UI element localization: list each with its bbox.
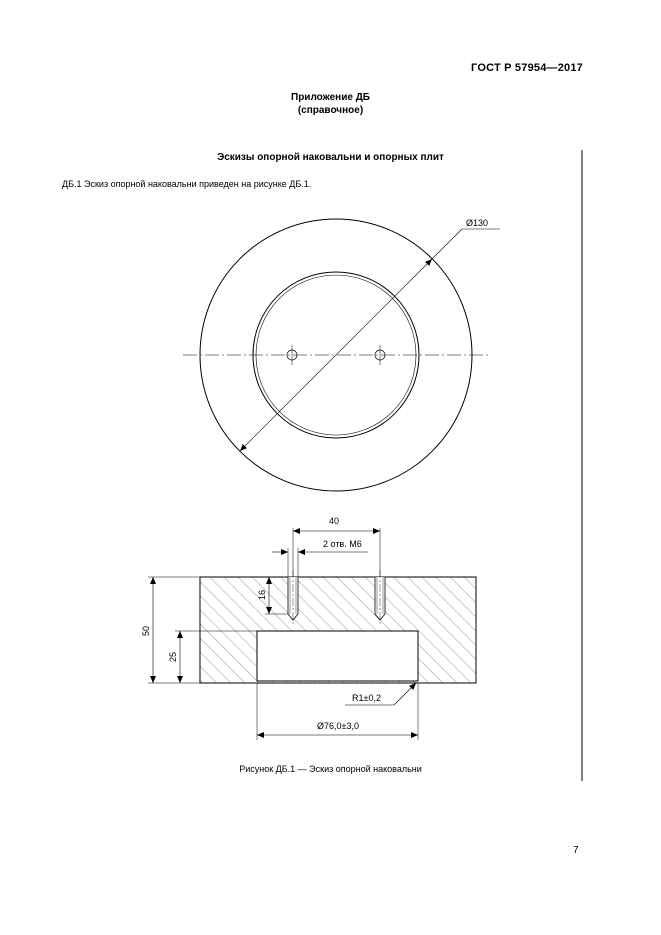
holes-label: 2 отв. М6 — [323, 539, 362, 549]
recess — [257, 631, 418, 681]
page-number: 7 — [573, 845, 579, 856]
diameter-leader — [432, 229, 462, 259]
radius-leader — [394, 683, 416, 705]
recess-diameter-label: Ø76,0±3,0 — [317, 721, 359, 731]
paragraph-db1: ДБ.1 Эскиз опорной наковальни приведен на рисунке ДБ.1. — [62, 179, 312, 189]
top-view — [183, 218, 500, 491]
figure-caption: Рисунок ДБ.1 — Эскиз опорной наковальни — [239, 764, 422, 774]
outer-diameter-label: Ø130 — [466, 218, 489, 228]
radius-label: R1±0,2 — [352, 693, 381, 703]
standard-code: ГОСТ Р 57954—2017 — [471, 62, 583, 74]
recess-height-label: 25 — [168, 651, 178, 662]
annex-subtitle: (справочное) — [297, 105, 364, 116]
hole-spacing-label: 40 — [329, 516, 340, 526]
hole-depth-label: 16 — [257, 589, 267, 600]
section-view — [141, 516, 476, 740]
total-height-label: 50 — [141, 625, 151, 636]
annex-title: Приложение ДБ — [291, 92, 370, 103]
section-title: Эскизы опорной наковальни и опорных плит — [217, 152, 444, 163]
